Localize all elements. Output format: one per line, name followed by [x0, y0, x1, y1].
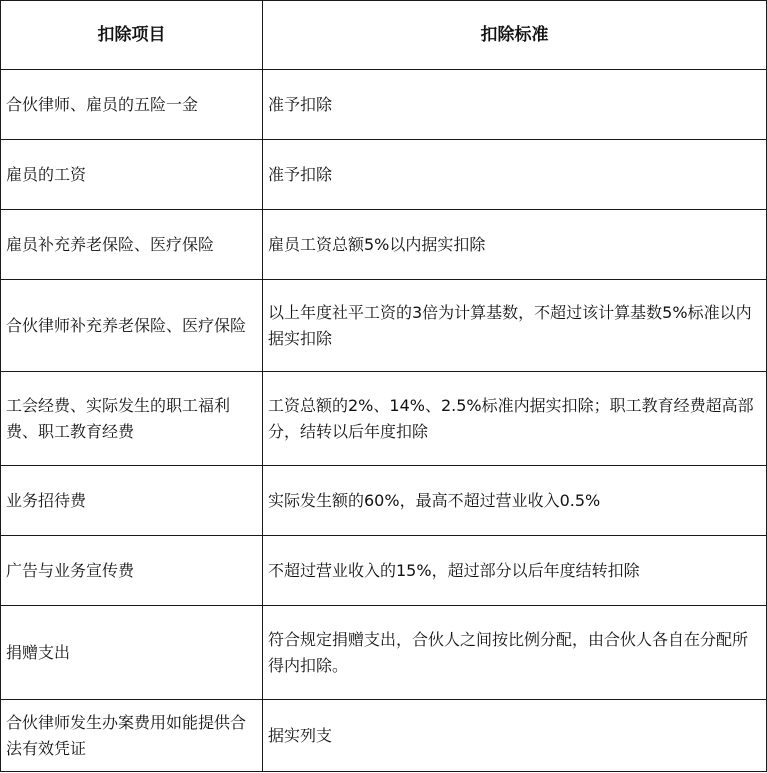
cell-standard: 准予扣除 [263, 140, 767, 210]
cell-item: 捐赠支出 [1, 606, 263, 700]
cell-item: 合伙律师补充养老保险、医疗保险 [1, 280, 263, 372]
cell-standard: 雇员工资总额5%以内据实扣除 [263, 210, 767, 280]
header-deduction-item: 扣除项目 [1, 1, 263, 70]
cell-item: 雇员的工资 [1, 140, 263, 210]
cell-standard: 据实列支 [263, 700, 767, 772]
table-row [1, 140, 767, 210]
table-row [1, 210, 767, 280]
table-row [1, 606, 767, 700]
table-row [1, 466, 767, 536]
table-row [1, 70, 767, 140]
cell-item: 合伙律师、雇员的五险一金 [1, 70, 263, 140]
cell-standard: 准予扣除 [263, 70, 767, 140]
header-deduction-standard: 扣除标准 [263, 1, 767, 70]
cell-item: 合伙律师发生办案费用如能提供合法有效凭证 [1, 700, 263, 772]
cell-standard: 以上年度社平工资的3倍为计算基数，不超过该计算基数5%标准以内据实扣除 [263, 280, 767, 372]
table-header-row [1, 1, 767, 70]
cell-item: 雇员补充养老保险、医疗保险 [1, 210, 263, 280]
cell-item: 广告与业务宣传费 [1, 536, 263, 606]
cell-standard: 不超过营业收入的15%，超过部分以后年度结转扣除 [263, 536, 767, 606]
table-row [1, 536, 767, 606]
cell-standard: 工资总额的2%、14%、2.5%标准内据实扣除；职工教育经费超高部分，结转以后年度扣除 [263, 372, 767, 466]
cell-item: 业务招待费 [1, 466, 263, 536]
cell-standard: 实际发生额的60%，最高不超过营业收入0.5% [263, 466, 767, 536]
cell-standard: 符合规定捐赠支出，合伙人之间按比例分配，由合伙人各自在分配所得内扣除。 [263, 606, 767, 700]
table-row [1, 700, 767, 772]
cell-item: 工会经费、实际发生的职工福利费、职工教育经费 [1, 372, 263, 466]
table-row [1, 372, 767, 466]
table-row [1, 280, 767, 372]
